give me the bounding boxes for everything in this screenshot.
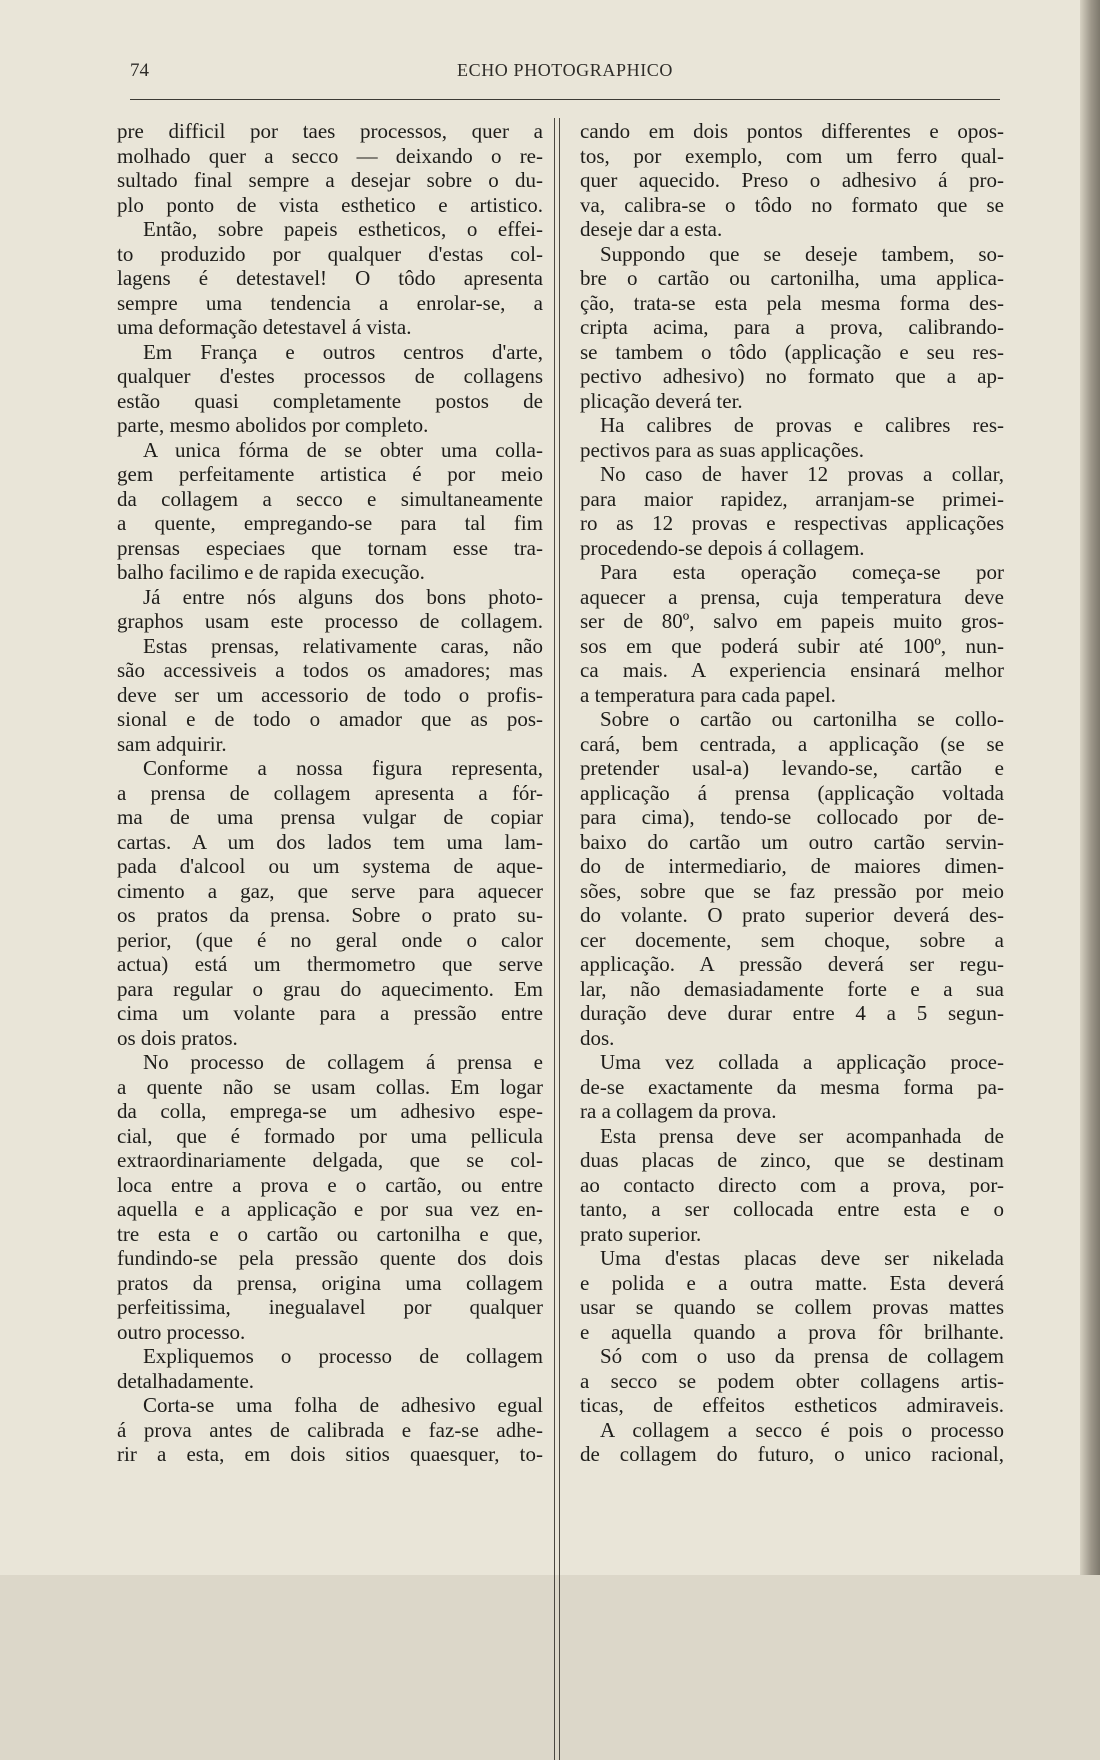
text-line: a secco se podem obter collagens artis- [580, 1368, 1004, 1393]
text-line: e polida e a outra matte. Esta deverá [580, 1270, 1004, 1295]
text-line: No processo de collagem á prensa e [143, 1050, 543, 1074]
text-line: pectivos para as suas applicações. [580, 437, 864, 462]
text-line: os dois pratos. [117, 1025, 238, 1050]
header-rule [130, 99, 1000, 100]
text-line: Só com o uso da prensa de collagem [600, 1344, 1004, 1368]
text-line: Expliquemos o processo de collagem [143, 1344, 543, 1368]
running-title: ECHO PHOTOGRAPHICO [457, 60, 673, 80]
left-column [117, 119, 543, 1467]
text-line: Suppondo que se deseje tambem, so- [600, 241, 1004, 266]
text-line: lar, não demasiadamente forte e a sua [580, 976, 1004, 1001]
text-line: ca mais. A experiencia ensinará melhor [580, 658, 1004, 682]
text-line: tos, por exemplo, com um ferro qual- [580, 143, 1004, 168]
text-line: Estas prensas, relativamente caras, não [143, 633, 543, 658]
text-line: molhado quer a secco — deixando o re- [117, 143, 543, 168]
text-line: Já entre nós alguns dos bons photo- [143, 584, 543, 609]
text-line: estão quasi completamente postos de [117, 388, 543, 413]
text-line: lagens é detestavel! O tôdo apresenta [117, 266, 543, 290]
text-line: aquecer a prensa, cuja temperatura deve [580, 584, 1004, 609]
text-line: fundindo-se pela pressão quente dos dois [117, 1246, 543, 1270]
text-line: cimento a gaz, que serve para aquecer [117, 878, 543, 903]
text-line: plo ponto de vista esthetico e artistico. [117, 192, 543, 217]
text-line: sões, sobre que se faz pressão por meio [580, 878, 1004, 903]
text-line: cima um volante para a pressão entre [117, 1001, 543, 1025]
text-line: Esta prensa deve ser acompanhada de [600, 1123, 1004, 1148]
text-line: sam adquirir. [117, 731, 227, 756]
text-line: baixo do cartão um outro cartão servin- [580, 829, 1004, 854]
text-line: pada d'alcool ou um systema de aque- [117, 854, 543, 878]
text-line: outro processo. [117, 1319, 246, 1344]
text-line: ção, trata-se esta pela mesma forma des- [580, 290, 1004, 315]
text-line: os pratos da prensa. Sobre o prato su- [117, 903, 543, 927]
text-line: Corta-se uma folha de adhesivo egual [143, 1393, 543, 1417]
text-line: applicação á prensa (applicação voltada [580, 780, 1004, 805]
text-line: quer aquecido. Preso o adhesivo á pro- [580, 168, 1004, 192]
text-line: do de intermediario, de maiores dimen- [580, 854, 1004, 878]
text-line: detalhadamente. [117, 1368, 255, 1393]
text-line: qualquer d'estes processos de collagens [117, 364, 543, 388]
text-line: duração deve durar entre 4 a 5 segun- [580, 1001, 1004, 1025]
text-line: se tambem o tôdo (applicação e seu res- [580, 339, 1004, 364]
right-column [580, 119, 1004, 1467]
text-line: prato superior. [580, 1221, 702, 1246]
text-line: uma deformação detestavel á vista. [117, 315, 412, 339]
text-line: á prova antes de calibrada e faz-se adhe- [117, 1417, 543, 1442]
text-line: ticas, de effeitos estheticos admiraveis. [580, 1393, 1004, 1417]
text-line: cartas. A um dos lados tem uma lam- [117, 829, 543, 854]
text-line: Uma vez collada a applicação proce- [600, 1050, 1004, 1074]
text-line: va, calibra-se o tôdo no formato que se [580, 192, 1004, 217]
text-line: pre difficil por taes processos, quer a [117, 119, 543, 143]
text-line: actua) está um thermometro que serve [117, 952, 543, 976]
text-line: ma de uma prensa vulgar de copiar [117, 805, 543, 829]
page-header [130, 60, 1000, 90]
text-line: ra a collagem da prova. [580, 1099, 777, 1123]
column-separator-left-line [554, 118, 555, 1760]
text-line: prensas especiaes que tornam esse tra- [117, 535, 543, 560]
text-line: duas placas de zinco, que se destinam [580, 1148, 1004, 1172]
text-line: cripta acima, para a prova, calibrando- [580, 315, 1004, 339]
text-line: rir a esta, em dois sitios quaesquer, to- [117, 1442, 543, 1466]
text-line: ro as 12 provas e respectivas applicações [580, 511, 1004, 535]
text-line: deve ser um accessorio de todo o profis- [117, 682, 543, 707]
text-line: A collagem a secco é pois o processo [600, 1417, 1004, 1442]
text-line: No caso de haver 12 provas a collar, [600, 462, 1004, 486]
text-line: pectivo adhesivo) no formato que a ap- [580, 364, 1004, 388]
text-line: plicação deverá ter. [580, 388, 743, 413]
text-line: Para esta operação começa-se por [600, 560, 1004, 584]
text-line: to produzido por qualquer d'estas col- [117, 241, 543, 266]
text-line: perior, (que é no geral onde o calor [117, 927, 543, 952]
text-line: tanto, a ser collocada entre esta e o [580, 1197, 1004, 1221]
text-line: deseje dar a esta. [580, 217, 723, 241]
text-line: applicação. A pressão deverá ser regu- [580, 952, 1004, 976]
page-number: 74 [130, 60, 149, 81]
page-edge-shadow [1080, 0, 1100, 1575]
text-line: usar se quando se collem provas mattes [580, 1295, 1004, 1319]
text-line: de-se exactamente da mesma forma pa- [580, 1074, 1004, 1099]
text-line: extraordinariamente delgada, que se col- [117, 1148, 543, 1172]
text-line: sempre uma tendencia a enrolar-se, a [117, 290, 543, 315]
text-line: cando em dois pontos differentes e opos- [580, 119, 1004, 143]
text-line: ao contacto directo com a prova, por- [580, 1172, 1004, 1197]
text-line: Sobre o cartão ou cartonilha se collo- [600, 707, 1004, 731]
text-line: Conforme a nossa figura representa, [143, 756, 543, 780]
text-line: Então, sobre papeis estheticos, o effei- [143, 217, 543, 241]
text-line: para maior rapidez, arranjam-se primei- [580, 486, 1004, 511]
text-line: cará, bem centrada, a applicação (se se [580, 731, 1004, 756]
text-line: para cima), tendo-se collocado por de- [580, 805, 1004, 829]
text-line: loca entre a prova e o cartão, ou entre [117, 1172, 543, 1197]
text-line: sional e de todo o amador que as pos- [117, 707, 543, 731]
text-line: balho facilimo e de rapida execução. [117, 560, 425, 584]
text-line: procedendo-se depois á collagem. [580, 535, 865, 560]
text-line: são accessiveis a todos os amadores; mas [117, 658, 543, 682]
text-line: parte, mesmo abolidos por completo. [117, 413, 429, 437]
text-line: pratos da prensa, origina uma collagem [117, 1270, 543, 1295]
text-line: aquella e a applicação e por sua vez en- [117, 1197, 543, 1221]
text-line: sos em que poderá subir até 100º, nun- [580, 633, 1004, 658]
text-line: da colla, emprega-se um adhesivo espe- [117, 1099, 543, 1123]
text-line: e aquella quando a prova fôr brilhante. [580, 1319, 1004, 1344]
text-line: perfeitissima, inegualavel por qualquer [117, 1295, 543, 1319]
text-line: bre o cartão ou cartonilha, uma applica- [580, 266, 1004, 290]
text-line: graphos usam este processo de collagem. [117, 609, 543, 633]
text-line: ser de 80º, salvo em papeis muito gros- [580, 609, 1004, 633]
text-line: Ha calibres de provas e calibres res- [600, 413, 1004, 437]
text-line: pretender usal-a) levando-se, cartão e [580, 756, 1004, 780]
text-line: sultado final sempre a desejar sobre o du- [117, 168, 543, 192]
text-line: do volante. O prato superior deverá des- [580, 903, 1004, 927]
text-line: A unica fórma de se obter uma colla- [143, 437, 543, 462]
text-line: cial, que é formado por uma pellicula [117, 1123, 543, 1148]
text-line: a quente não se usam collas. Em logar [117, 1074, 543, 1099]
text-line: para regular o grau do aquecimento. Em [117, 976, 543, 1001]
text-line: da collagem a secco e simultaneamente [117, 486, 543, 511]
text-line: a temperatura para cada papel. [580, 682, 836, 707]
text-line: cer docemente, sem choque, sobre a [580, 927, 1004, 952]
column-separator-right-line [559, 118, 560, 1760]
text-line: a quente, empregando-se para tal fim [117, 511, 543, 535]
text-line: de collagem do futuro, o unico racional, [580, 1442, 1004, 1466]
text-line: a prensa de collagem apresenta a fór- [117, 780, 543, 805]
text-line: dos. [580, 1025, 615, 1050]
text-line: tre esta e o cartão ou cartonilha e que, [117, 1221, 543, 1246]
text-line: gem perfeitamente artistica é por meio [117, 462, 543, 486]
text-line: Uma d'estas placas deve ser nikelada [600, 1246, 1004, 1270]
text-line: Em França e outros centros d'arte, [143, 339, 543, 364]
